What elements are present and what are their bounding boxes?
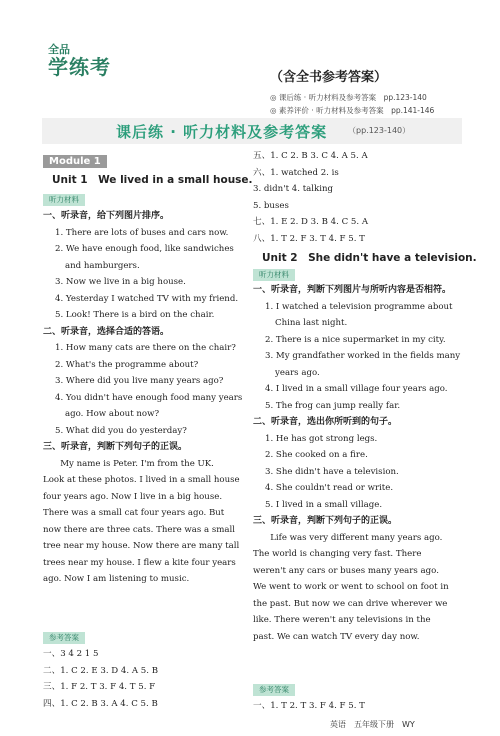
- answer-line: 一、1. T 2. T 3. F 4. F 5. T: [253, 701, 365, 711]
- section-heading: 二、听录音，选出你所听到的句子。: [253, 417, 398, 427]
- right-answers-top: [253, 148, 463, 247]
- list-item: 2. What's the programme about?: [55, 359, 199, 370]
- unit2-title: Unit 2 She didn't have a television.: [262, 252, 477, 264]
- passage-line: weren't any cars or buses many years ago.: [253, 565, 439, 576]
- page-footer: 英语 五年级下册 WY: [330, 720, 415, 729]
- right-column: [253, 282, 463, 645]
- left-column: [43, 208, 243, 588]
- passage-line: trees near my house. I flew a kite four years: [43, 557, 236, 568]
- answer-line: 三、1. F 2. T 3. F 4. T 5. F: [43, 682, 156, 692]
- section-heading: 三、听录音，判断下列句子的正误。: [253, 516, 398, 526]
- answer-line: 二、1. C 2. E 3. D 4. A 5. B: [43, 665, 159, 676]
- list-item: 1. I watched a television programme about: [265, 301, 453, 312]
- list-item: China last night.: [275, 318, 348, 328]
- list-item: 1. There are lots of buses and cars now.: [55, 227, 229, 238]
- meta-line-1: ◎ 课后练 · 听力材料及参考答案 pp.123-140: [270, 93, 427, 102]
- answer-line: 四、1. C 2. B 3. A 4. C 5. B: [43, 698, 158, 709]
- list-item: 1. How many cats are there on the chair?: [55, 343, 236, 353]
- list-item: 3. My grandfather worked in the fields many: [265, 351, 461, 361]
- section-heading: 一、听录音，判断下列图片与所听内容是否相符。: [253, 285, 452, 295]
- list-item: 4. You didn't have enough food many years: [55, 392, 243, 403]
- logo: [48, 44, 111, 78]
- list-item: years ago.: [275, 367, 320, 378]
- answer-line: 八、1. T 2. F 3. T 4. F 5. T: [253, 233, 365, 244]
- passage-line: tree near my house. Now there are many tall: [43, 541, 240, 551]
- answers-tag: 参考答案: [43, 632, 85, 644]
- answer-key-title: （含全书参考答案）: [270, 70, 388, 85]
- listening-tag: 听力材料: [253, 269, 295, 281]
- meta-line-2: ◎ 素养评价 · 听力材料及参考答案 pp.141-146: [270, 106, 435, 115]
- passage-line: ago. Now I am listening to music.: [43, 574, 190, 584]
- answer-line: 5. buses: [253, 200, 289, 211]
- answers-tag: 参考答案: [253, 684, 295, 696]
- section-heading: 三、听录音，判断下列句子的正误。: [43, 442, 188, 452]
- list-item: 5. I lived in a small village.: [265, 499, 383, 510]
- passage-line: There was a small cat four years ago. But: [43, 508, 225, 518]
- answer-line: 六、1. watched 2. is: [253, 167, 339, 178]
- unit1-title: Unit 1 We lived in a small house.: [52, 174, 253, 186]
- band-pages: （pp.123-140）: [348, 126, 411, 135]
- list-item: and hamburgers.: [65, 260, 140, 271]
- list-item: 5. The frog can jump really far.: [265, 400, 401, 411]
- list-item: 5. What did you do yesterday?: [55, 425, 187, 436]
- passage-line: past. We can watch TV every day now.: [253, 631, 420, 642]
- list-item: ago. How about now?: [65, 409, 160, 419]
- list-item: 3. Where did you live many years ago?: [55, 376, 224, 386]
- passage-line: My name is Peter. I'm from the UK.: [43, 458, 214, 469]
- section-heading: 二、听录音，选择合适的答语。: [43, 326, 170, 337]
- passage-line: Look at these photos. I lived in a small house: [43, 475, 240, 485]
- list-item: 3. Now we live in a big house.: [55, 277, 186, 287]
- passage-line: the past. But now we can drive wherever we: [253, 598, 448, 609]
- list-item: 3. She didn't have a television.: [265, 466, 399, 477]
- listening-tag: 听力材料: [43, 194, 85, 206]
- logo-small-text: 全品: [48, 43, 70, 56]
- list-item: 2. She cooked on a fire.: [265, 450, 368, 460]
- passage-line: now there are three cats. There was a small: [43, 524, 236, 535]
- logo-big-text: 学练考: [48, 55, 111, 79]
- passage-line: four years ago. Now I live in a big house.: [43, 491, 223, 502]
- list-item: 4. She couldn't read or write.: [265, 483, 394, 493]
- passage-line: The world is changing very fast. There: [253, 549, 422, 559]
- list-item: 4. Yesterday I watched TV with my friend.: [55, 293, 239, 304]
- module-label: Module 1: [43, 155, 107, 168]
- section-heading: 一、听录音，给下列图片排序。: [43, 211, 170, 221]
- answer-line: 3. didn't 4. talking: [253, 184, 334, 194]
- list-item: 1. He has got strong legs.: [265, 433, 378, 444]
- band-title: 课后练 · 听力材料及参考答案: [116, 123, 328, 141]
- answer-line: 五、1. C 2. B 3. C 4. A 5. A: [253, 151, 368, 161]
- list-item: 5. Look! There is a bird on the chair.: [55, 310, 215, 320]
- passage-line: Life was very different many years ago.: [253, 532, 443, 543]
- right-answers-bottom: [253, 698, 463, 715]
- answer-line: 七、1. E 2. D 3. B 4. C 5. A: [253, 217, 369, 227]
- list-item: 4. I lived in a small village four years ago.: [265, 384, 448, 394]
- list-item: 2. We have enough food, like sandwiches: [55, 244, 234, 254]
- list-item: 2. There is a nice supermarket in my city.: [265, 334, 446, 345]
- left-answers: [43, 646, 243, 712]
- answer-line: 一、3 4 2 1 5: [43, 649, 99, 659]
- passage-line: like. There weren't any televisions in the: [253, 615, 431, 625]
- passage-line: We went to work or went to school on foot in: [253, 582, 449, 592]
